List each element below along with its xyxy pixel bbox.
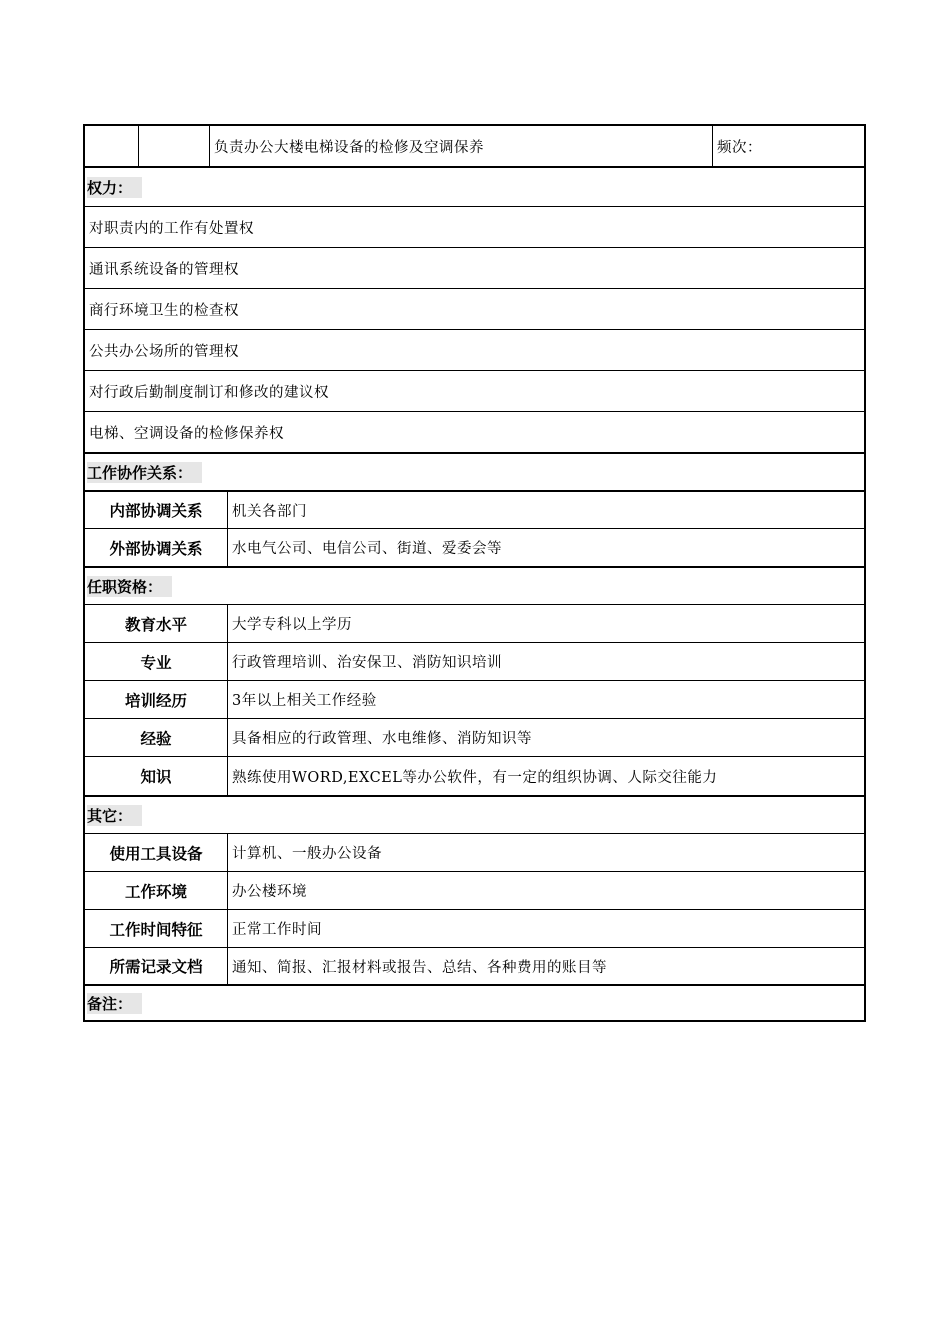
table-row <box>85 718 864 756</box>
section-title: 其它： <box>85 797 142 833</box>
row-value: 正常工作时间 <box>227 910 864 947</box>
power-item: 对行政后勤制度制订和修改的建议权 <box>89 384 329 401</box>
table-row <box>85 604 864 642</box>
table-row <box>85 871 864 909</box>
row-label: 使用工具设备 <box>109 844 203 863</box>
list-item <box>85 411 864 452</box>
duty-row <box>85 126 864 166</box>
table-row <box>85 947 864 984</box>
section-title: 任职资格： <box>85 568 172 604</box>
row-value: 水电气公司、电信公司、街道、爱委会等 <box>227 529 864 566</box>
row-label: 知识 <box>140 768 172 786</box>
row-value: 行政管理培训、治安保卫、消防知识培训 <box>227 643 864 680</box>
table-row <box>85 909 864 947</box>
power-item: 通讯系统设备的管理权 <box>89 261 239 278</box>
section-title: 工作协作关系： <box>85 454 202 490</box>
list-item <box>85 288 864 329</box>
empty-cell <box>85 126 138 166</box>
table-row <box>85 680 864 718</box>
row-label: 培训经历 <box>124 691 187 710</box>
section-title: 权力： <box>85 168 142 206</box>
table-row <box>85 528 864 566</box>
section-header-other <box>85 795 864 833</box>
list-item <box>85 206 864 247</box>
power-item: 公共办公场所的管理权 <box>89 343 239 360</box>
row-value: 熟练使用WORD,EXCEL等办公软件，有一定的组织协调、人际交往能力 <box>227 757 864 795</box>
table-row <box>85 833 864 871</box>
row-label: 所需记录文档 <box>109 958 203 976</box>
table-row <box>85 642 864 680</box>
list-item <box>85 329 864 370</box>
row-label: 内部协调关系 <box>109 502 203 520</box>
section-header-relations <box>85 452 864 490</box>
list-item <box>85 370 864 411</box>
section-title: 备注： <box>85 986 142 1020</box>
power-item: 商行环境卫生的检查权 <box>89 302 239 319</box>
duty-text: 负责办公大楼电梯设备的检修及空调保养 <box>209 126 712 166</box>
row-value: 具备相应的行政管理、水电维修、消防知识等 <box>227 719 864 756</box>
list-item <box>85 247 864 288</box>
row-value: 大学专科以上学历 <box>227 605 864 642</box>
row-label: 工作时间特征 <box>109 920 203 939</box>
row-label: 工作环境 <box>124 882 187 901</box>
job-description-table <box>83 124 866 1022</box>
section-header-qualifications <box>85 566 864 604</box>
row-label: 经验 <box>140 729 172 748</box>
power-item: 对职责内的工作有处置权 <box>89 220 254 237</box>
table-row <box>85 490 864 528</box>
empty-cell <box>138 126 209 166</box>
section-header-powers <box>85 166 864 206</box>
row-value: 3年以上相关工作经验 <box>227 681 864 718</box>
row-value: 机关各部门 <box>227 492 864 528</box>
table-row <box>85 756 864 795</box>
power-item: 电梯、空调设备的检修保养权 <box>89 425 284 442</box>
row-label: 外部协调关系 <box>109 539 203 558</box>
row-value: 通知、简报、汇报材料或报告、总结、各种费用的账目等 <box>227 948 864 984</box>
row-value: 计算机、一般办公设备 <box>227 834 864 871</box>
row-label: 专业 <box>140 653 172 672</box>
frequency-label: 频次： <box>712 126 864 166</box>
section-header-remarks <box>85 984 864 1020</box>
row-label: 教育水平 <box>124 615 187 634</box>
row-value: 办公楼环境 <box>227 872 864 909</box>
